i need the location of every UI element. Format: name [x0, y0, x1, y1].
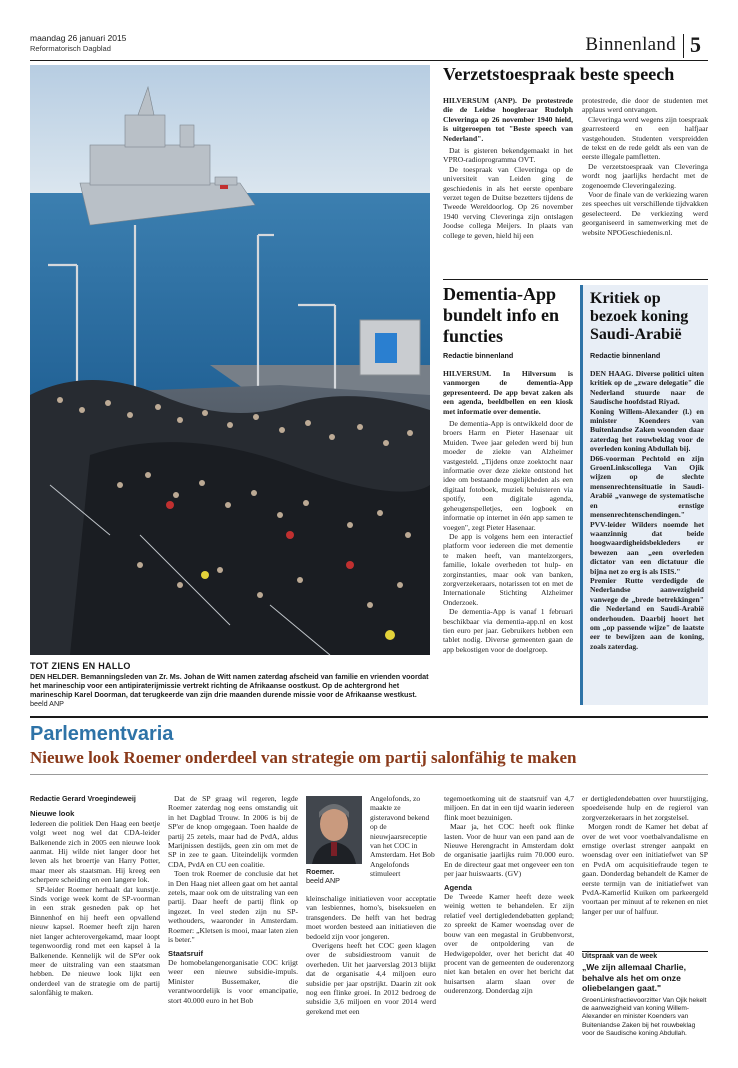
- article1-paragraph: protestrede, die door de studenten met applaus werd ontvangen.: [582, 96, 708, 115]
- parlement-byline: Redactie Gerard Vroegindeweij: [30, 794, 136, 803]
- parlement-rule: [30, 774, 708, 775]
- photo-credit: beeld ANP: [30, 699, 64, 708]
- header-divider: [683, 34, 684, 58]
- parlement-paragraph: Toen trok Roemer de conclusie dat het in Den Haag niet alleen gaat om het aantal zetels, maar ook om de uitstraling van een partij. Daar heeft de partij flink op ingezet. In veel steden zijn nu SP-wethouders, waaronder in Amsterdam. Roemer: „Kletsen is mooi, maar laten zien is beter.": [168, 869, 298, 945]
- article1-paragraph: De toespraak van Cleveringa op de universiteit van Leiden ging de geschiedenis in als het eerste openbare verzet tegen de Duitse bezetters tijdens de Tweede Wereldoorlog. Op 26 november 1940 verving Cleveringa zijn ontslagen Joodse collega Meijers. In plaats van college te geven, hield hij een: [443, 164, 573, 240]
- parlement-paragraph: Maar ja, het COC heeft ook flinke lasten. Voor de huur van een pand aan de Nieuwe Herengracht in Amsterdam dokt de organisatie jaarlijks ruim 70.000 euro. En de directeur gaat met ongeveer een ton per jaar huiswaarts. (GV): [444, 822, 574, 879]
- parlement-col5: [582, 794, 708, 949]
- parlement-kicker: Parlementvaria: [30, 723, 174, 745]
- parlement-paragraph: Dat de SP graag wil regeren, legde Roemer zaterdag nog eens omstandig uit in het Dagblad Trouw. In 2006 is bij de SP'er de knop omgegaan. Toen haalde de partij 25 zetels, maar had de PvdA, aldus Marijnissen destijds, geen zin om met de SP in zee te gaan. Uiteindelijk vormden CDA, PvdA en CU een coalitie.: [168, 794, 298, 869]
- parlement-paragraph: De Tweede Kamer heeft deze week weinig wetten te behandelen. Er zijn relatief veel dertigledendebatten gepland; zo spreekt de Kamer woensdag over de bouw van een megastal in Grubbenvorst, over de ontpoldering van de Hedwigepolder, over het bericht dat 40 procent van de gemeenten de ouderenzorg niet kan betalen en over het bericht dat huisartsen alarm slaan over de ouderenzorg. Donderdag zijn: [444, 892, 574, 996]
- parlement-paragraph: SP-leider Roemer herhaalt dat kunstje. Sinds vorige week komt de SP-voorman in een strak gesneden pak op het Binnenhof en hij heeft een opvallend nieuw kapsel. Roemer heeft zijn haren niet langer achterovergekamd, maar loopt tegenwoordig rond met een kapsel à la Balkenende. Kennelijk wil de SP'er ook meer de uitstraling van een staatsman hebben. De nieuwe look lijkt een onderdeel van de strategie om de partij salonfähig te maken.: [30, 884, 160, 998]
- article3-paragraph: DEN HAAG. Diverse politici uiten kritiek op de „zware delegatie" die Nederland stuurde naar de Saudische hoofdstad Riyad.: [590, 369, 704, 407]
- parlement-paragraph: Overigens heeft het COC geen klagen over de subsidiestroom vanuit de overheden. Uit het jaarverslag 2013 blijkt dat de organisatie 4,4 miljoen euro subsidie per jaar opstrijkt. Daarin zit ook nog een flinke groei. In 2012 bedroeg de subsidie 3,6 miljoen en voor 2014 werd gerekend met een: [306, 941, 436, 1016]
- article2-headline: Dementia-App bundelt info en functies: [443, 284, 560, 346]
- article2-paragraph: De app is volgens hem een interactief platform voor iedereen die met dementie te maken heeft, van mantelzorgers, familie, lokale overheden tot hulp- en zorginstanties, maar ook van banken, zorgverzekeraars, notarissen tot en met de Internationale Stichting Alzheimer Onderzoek.: [443, 531, 573, 607]
- article3-paragraph: PVV-leider Wilders noemde het waanzinnig dat beide hoogwaardigheidsbekleders er bewezen aan „een overleden dictator van een dictatuur die bijna net zo erg is als ISIS.": [590, 519, 704, 576]
- article1-col2: [582, 96, 708, 276]
- parlement-col3b: [306, 894, 436, 1039]
- parlement-paragraph: Iedereen die politiek Den Haag een beetje volgt weet nog wel dat CDA-leider Balkenende zich in 2005 een nieuwe look aanmat. Hij wilde niet langer door het leven als het broertje van Harry Potter, maar meer als staatsman. Hij kreeg een scherpere scheiding en een langere lok.: [30, 818, 160, 885]
- quote-box: [582, 953, 708, 1039]
- parlement-col3a: [370, 794, 436, 892]
- article1-paragraph: Dat is gisteren bekendgemaakt in het VPRO-radioprogramma OVT.: [443, 146, 573, 165]
- quote-subhead: Uitspraak van de week: [582, 953, 658, 960]
- photo-caption-text: [30, 672, 430, 708]
- parlement-paragraph: er dertigledendebatten over huurstijging, spoedeisende hulp en de regierol van zorgverzekeraars in het zorgstelsel.: [582, 794, 708, 822]
- quote-rule: [582, 951, 708, 952]
- quote-note: GroenLinksfractievoorzitter Van Ojik hekelt de aanwezigheid van koning Willem-Alexander en minister Koenders van Buitenlandse Zaken bij het rouwbeklag voor de Saudische koning Abdullah.: [582, 996, 707, 1038]
- section-name: Binnenland: [585, 34, 676, 55]
- roemer-photo-credit: beeld ANP: [306, 876, 340, 885]
- subhead-staatsruif: Staatsruif: [168, 948, 204, 958]
- parlement-col4: [444, 794, 574, 1039]
- parlement-col1: [30, 794, 160, 1039]
- article3-paragraph: Premier Rutte verdedigde de Nederlandse aanwezigheid vanwege de „brede betrekkingen" die Nederland en Saudi-Arabië onderhouden. Daarbij hoort het om „op passende wijze" de laatste eer te bewijzen aan de koning, zoals zaterdag.: [590, 575, 704, 651]
- page-number: 5: [690, 32, 701, 57]
- article3-headline: Kritiek op bezoek koning Saudi-Arabië: [590, 290, 689, 343]
- parlement-col2: [168, 794, 298, 1039]
- parlement-paragraph: kleinschalige initiatieven voor acceptatie van lesbiennes, homo's, biseksuelen en transgenders. De helft van het bedrag moet worden besteed aan initiatieven die bedoeld zijn voor jongeren.: [306, 894, 436, 941]
- harbour-crowd-image: [30, 65, 430, 655]
- article1-lead: HILVERSUM (ANP). De protestrede die de Leidse hoogleraar Rudolph Cleveringa op 26 november 1940 hield, is uitgeroepen tot "Beste speech van Nederland".: [443, 96, 573, 143]
- parlement-headline: Nieuwe look Roemer onderdeel van strategie om partij salonfähig te maken: [30, 748, 577, 767]
- article3-paragraph: Koning Willem-Alexander (l.) en minister Koenders van Buitenlandse Zaken woonden daar zaterdag het rouwbeklag voor de overleden koning Abdullah bij.: [590, 406, 704, 454]
- news-photo: [30, 65, 430, 655]
- quote-text: „We zijn allemaal Charlie, behalve als het om onze oliebelangen gaat.": [582, 962, 686, 993]
- parlement-paragraph: De homobelangenorganisatie COC krijgt weer een nieuwe subsidie-impuls. Minister Bussemaker, die verantwoordelijk is voor emancipatie, stort 40.000 euro in het Bob: [168, 957, 298, 1005]
- roemer-photo: [306, 796, 362, 864]
- parlement-top-rule: [30, 716, 708, 718]
- parlement-paragraph: Morgen rondt de Kamer het debat af over de wet voor voetbalvandalisme en ernstige overlast strenger aanpakt en woensdag over een initiatiefwet van SP en PvdA om acquisitiefraude tegen te gaan. Donderdag behandelt de Kamer de eerste termijn van de initiatiefwet van PvdA-Kamerlid Kuiken om parkeergeld voortaan per minuut af te rekenen en niet langer per uur of halfuur.: [582, 822, 708, 916]
- portrait-image: [306, 796, 362, 864]
- article2-paragraph: De dementia-App is vanaf 1 februari beschikbaar via dementia-app.nl en kost tien euro per jaar. Gebruikers hebben een tablet nodig. Diverse gemeenten gaan de app bekostigen voor de doelgroep.: [443, 607, 573, 654]
- article1-col1: [443, 96, 573, 276]
- issue-date: maandag 26 januari 2015: [30, 33, 127, 43]
- photo-caption-title: TOT ZIENS EN HALLO: [30, 661, 131, 671]
- photo-caption-body: DEN HELDER. Bemanningsleden van Zr. Ms. Johan de Witt namen zaterdag afscheid van familie en vrienden voordat het marineschip voor een antipiraterijmissie vertrekt richting de Afrikaanse oostkust. Op de achtergrond het marineschip Karel Doorman, dat terugkeerde van zijn drie maanden durende missie voor de Afrikaanse westkust.: [30, 672, 429, 699]
- article1-headline: Verzetstoespraak beste speech: [443, 64, 675, 84]
- article2-paragraph: De dementia-App is ontwikkeld door de broers Harm en Pieter Hasenaar uit Muiden. Twee jaar geleden werd bij hun moeder de ziekte van Alzheimer vastgesteld. „Tijdens onze zoektocht naar informatie over deze ziekte ontstond het idee om bestaande mogelijkheden als een digitaal fotoboek, muziek beluisteren via spotify, een digitale agenda, geheugenspelletjes, een logboek en informatie op internet in één app samen te voegen", zegt Pieter Hasenaar.: [443, 419, 573, 532]
- roemer-caption-name: Roemer.: [306, 867, 335, 876]
- article1-rule: [443, 279, 708, 280]
- article2-lead: HILVERSUM. In Hilversum is vanmorgen de dementia-App gepresenteerd. De app bevat zaken als een agenda, beeldbellen en een kiosk met informatie over dementie.: [443, 369, 573, 416]
- parlement-paragraph: Angelofonds, zo maakte ze gisteravond bekend op de nieuwjaarsreceptie van het COC in Amsterdam. Het Bob Angelofonds stimuleert: [370, 794, 435, 879]
- article1-paragraph: Cleveringa werd wegens zijn toespraak gearresteerd en een halfjaar vastgehouden. Studenten verspreidden de tekst en de rede geldt als een van de eerste illegale pamfletten.: [582, 114, 708, 162]
- crowd: [30, 380, 430, 655]
- article3-paragraph: D66-voorman Pechtold en zijn GroenLinkscollega Van Ojik wijzen op de slechte mensenrechtensituatie in Saudi-Arabië „vanwege de systematische en ernstige mensenrechtenschendingen.": [590, 453, 704, 520]
- parlement-paragraph: tegemoetkoming uit de staatsruif van 4,7 miljoen. En dat in een tijd waarin iedereen flink moet bezuinigen.: [444, 794, 574, 822]
- roemer-caption: [306, 867, 362, 885]
- newspaper-name: Reformatorisch Dagblad: [30, 44, 111, 53]
- article2-body: [443, 369, 573, 704]
- article1-paragraph: Voor de finale van de verkiezing waren zes speeches uit verschillende tijdvakken geselecteerd. De verkiezing werd georganiseerd in samenwerking met de website NPOGeschiedenis.nl.: [582, 190, 708, 237]
- header-rule: [30, 60, 708, 61]
- article1-paragraph: De verzetstoespraak van Cleveringa wordt nog jaarlijks herdacht met de zogenoemde Cleveringalezing.: [582, 161, 708, 190]
- subhead-agenda: Agenda: [444, 882, 472, 892]
- article3-body: [590, 369, 704, 699]
- subhead-nieuwe-look: Nieuwe look: [30, 809, 75, 819]
- article3-byline: Redactie binnenland: [590, 351, 661, 360]
- article2-byline: Redactie binnenland: [443, 351, 514, 360]
